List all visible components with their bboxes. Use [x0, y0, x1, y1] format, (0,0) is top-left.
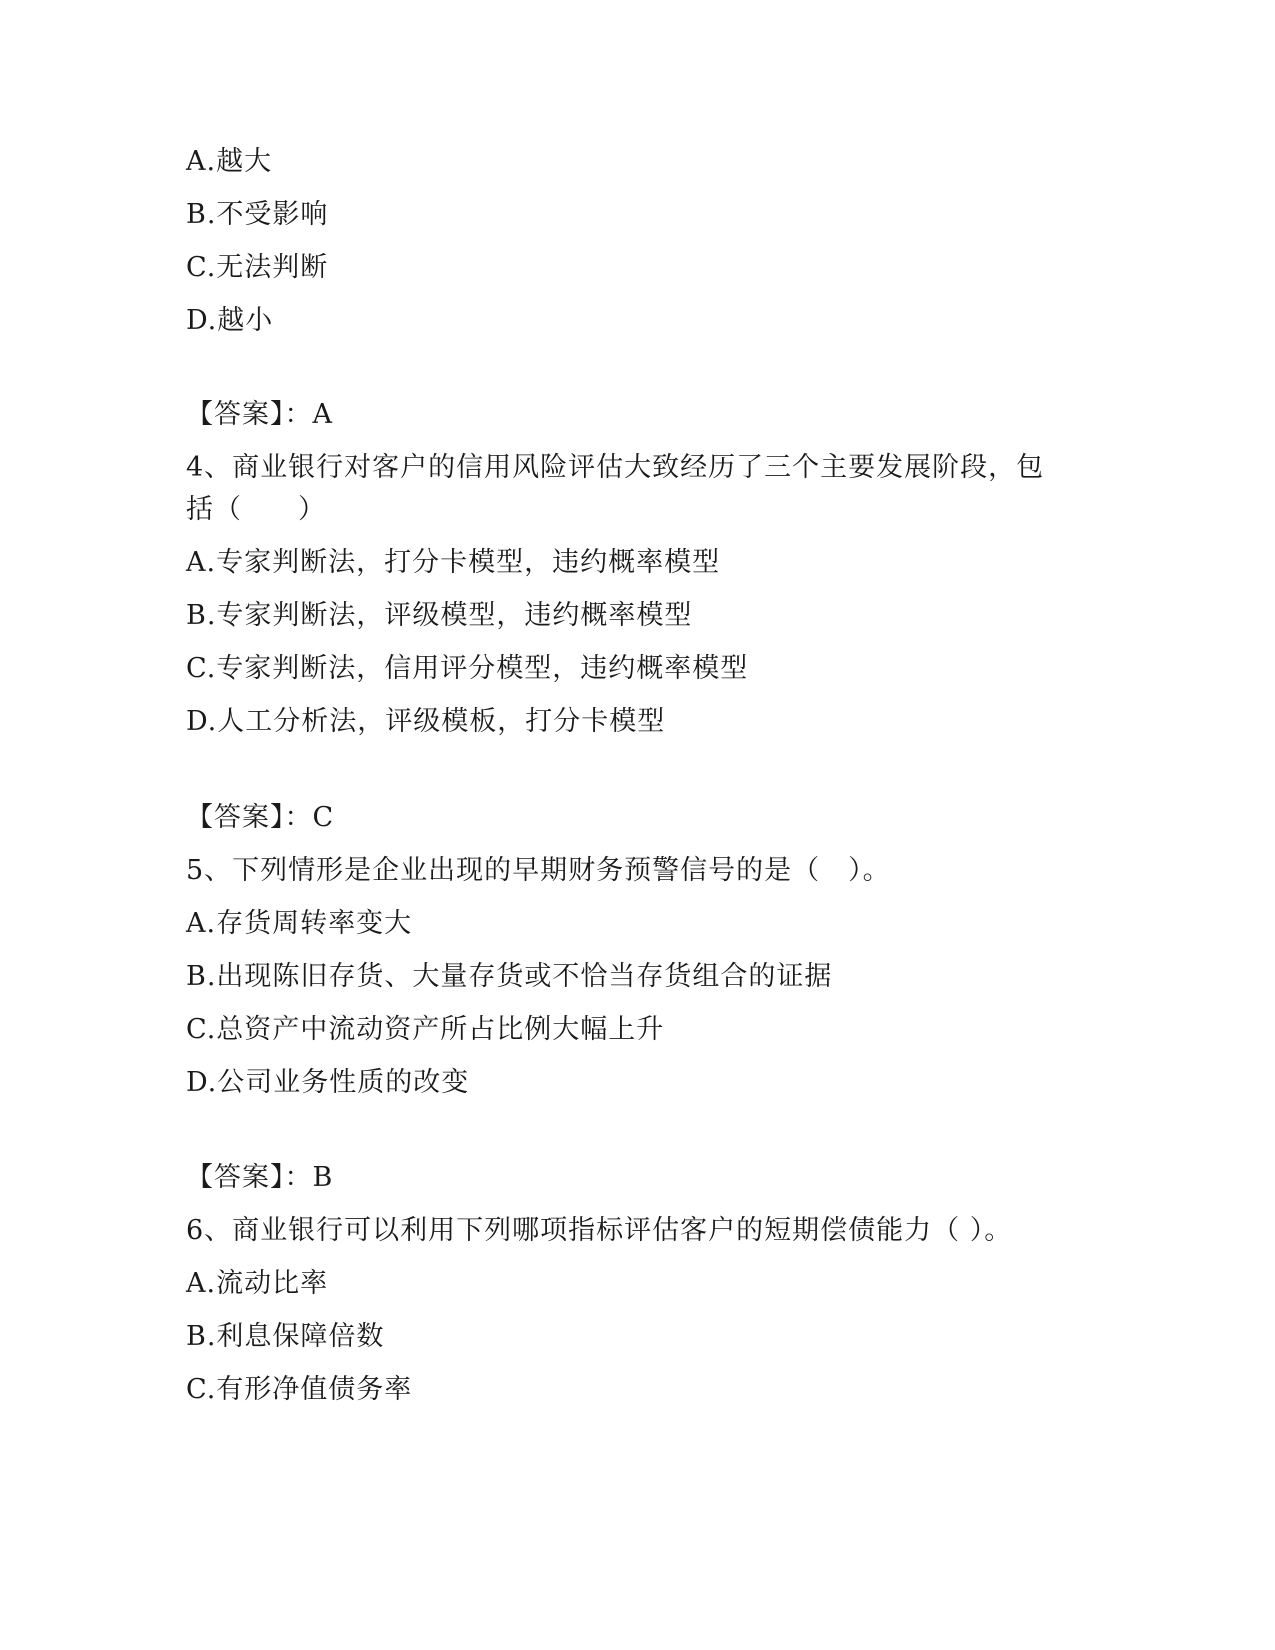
q6-option-b: B.利息保障倍数: [186, 1321, 385, 1352]
q3-option-c: C.无法判断: [186, 252, 329, 283]
q4-answer: 【答案】：C: [186, 802, 335, 833]
q4-option-c: C.专家判断法，信用评分模型，违约概率模型: [186, 653, 749, 684]
q3-option-b: B.不受影响: [186, 199, 329, 230]
q6-option-c: C.有形净值债务率: [186, 1374, 413, 1405]
q5-option-c: C.总资产中流动资产所占比例大幅上升: [186, 1014, 665, 1045]
q3-option-a: A.越大: [186, 146, 273, 177]
q4-option-d: D.人工分析法，评级模板，打分卡模型: [186, 706, 666, 737]
q5-stem: 5、下列情形是企业出现的早期财务预警信号的是（ ）。: [186, 855, 891, 886]
q3-option-d: D.越小: [186, 305, 274, 336]
q5-option-d: D.公司业务性质的改变: [186, 1067, 470, 1098]
q3-answer: 【答案】：A: [186, 399, 333, 430]
q6-option-a: A.流动比率: [186, 1268, 329, 1299]
q6-stem: 6、商业银行可以利用下列哪项指标评估客户的短期偿债能力（ ）。: [186, 1215, 1013, 1246]
q4-option-b: B.专家判断法，评级模型，违约概率模型: [186, 600, 693, 631]
q4-stem-line2: 括（ ）: [186, 494, 326, 525]
q4-option-a: A.专家判断法，打分卡模型，违约概率模型: [186, 547, 721, 578]
q4-stem-line1: 4、商业银行对客户的信用风险评估大致经历了三个主要发展阶段，包: [186, 452, 1045, 483]
q5-answer: 【答案】：B: [186, 1162, 334, 1193]
q5-option-a: A.存货周转率变大: [186, 908, 413, 939]
q5-option-b: B.出现陈旧存货、大量存货或不恰当存货组合的证据: [186, 961, 833, 992]
